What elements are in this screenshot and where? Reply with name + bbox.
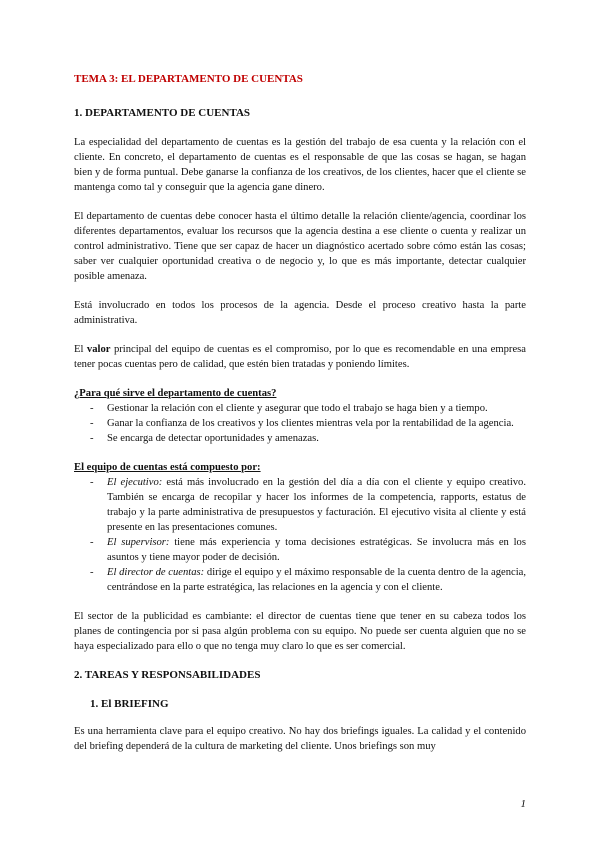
paragraph-sector: El sector de la publicidad es cambiante: el director de cuentas tiene que tener en su cabeza todos los planes de contingencia por si pasa algún problema con su equipo. No puede ser cuenta alguien que no se haya especializado para ello o que no tenga muy claro lo que es ser comercial. <box>74 611 526 652</box>
section-heading-departamento: 1. DEPARTAMENTO DE CUENTAS <box>74 107 251 119</box>
list-item: - Se encarga de detectar oportunidades y amenazas. <box>74 431 526 446</box>
paragraph-valor <box>74 342 526 372</box>
paragraph-briefing: Es una herramienta clave para el equipo creativo. No hay dos briefings iguales. La calidad y el contenido del briefing dependerá de la cultura de marketing del cliente. Unos briefings son muy <box>74 726 526 752</box>
valor-pre: El <box>74 344 87 355</box>
valor-post: principal del equipo de cuentas es el compromiso, por lo que es recomendable en una empresa tener pocas cuentas pero de calidad, que estén bien tratadas y poniendo límites. <box>74 344 526 370</box>
list-item: - Ganar la confianza de los creativos y los clientes mientras vela por la rentabilidad de la agencia. <box>74 416 526 431</box>
subheading-para-que-sirve: ¿Para qué sirve el departamento de cuentas? <box>74 388 277 399</box>
page-content <box>74 72 526 768</box>
document-title: TEMA 3: EL DEPARTAMENTO DE CUENTAS <box>74 73 303 85</box>
list-item-director <box>74 565 526 595</box>
role-director: El director de cuentas: <box>107 567 205 578</box>
role-director-text: dirige el equipo y el máximo responsable de la cuenta dentro de la agencia, centrándose en la parte estratégica, las relaciones en la agencia y con el cliente. <box>107 567 527 593</box>
subsection-heading-briefing: 1. El BRIEFING <box>90 698 169 710</box>
list-equipo <box>74 475 526 595</box>
valor-bold: valor <box>86 344 111 355</box>
paragraph-involucrado: Está involucrado en todos los procesos de la agencia. Desde el proceso creativo hasta la parte administrativa. <box>74 300 526 326</box>
subheading-equipo: El equipo de cuentas está compuesto por: <box>74 462 261 473</box>
role-supervisor-text: tiene más experiencia y toma decisiones estratégicas. Se involucra más en los asuntos y tiene mayor poder de decisión. <box>107 537 526 563</box>
paragraph-especialidad: La especialidad del departamento de cuentas es la gestión del trabajo de esa cuenta y la relación con el cliente. En concreto, el departamento de cuentas es el responsable de que las cosas se hagan, se hagan bien y de forma puntual. Debe ganarse la confianza de los creativos, de los clientes, hacer que el cliente se mantenga como tal y conseguir que la agencia gane dinero. <box>74 137 526 193</box>
section-heading-tareas: 2. TAREAS Y RESPONSABILIDADES <box>74 669 261 681</box>
role-supervisor: El supervisor: <box>107 537 170 548</box>
role-ejecutivo-text: está más involucrado en la gestión del día a día con el cliente y equipo creativo. También se encarga de recopilar y hacer los informes de la competencia, rapports, estatus de trabajo y la parte administrativa de presupuestos y facturación. El ejecutivo visita al cliente y está presente en las presentaciones comunes. <box>107 477 526 533</box>
list-item-supervisor <box>74 535 526 565</box>
paragraph-conocer: El departamento de cuentas debe conocer hasta el último detalle la relación cliente/agencia, coordinar los diferentes departamentos, evaluar los recursos que la agencia destina a ese cliente o cuenta y realizar un control administrativo. Tiene que ser capaz de hacer un diagnóstico acertado sobre cómo están las cosas; saber ver cualquier oportunidad creativa o de negocio y, lo que es más importante, detectar cualquier posible amenaza. <box>74 211 526 282</box>
list-item-ejecutivo <box>74 475 526 535</box>
list-para-que-sirve <box>74 401 526 446</box>
page-number: 1 <box>520 798 526 810</box>
role-ejecutivo: El ejecutivo: <box>107 477 163 488</box>
list-item: - Gestionar la relación con el cliente y asegurar que todo el trabajo se haga bien y a tiempo. <box>74 401 526 416</box>
